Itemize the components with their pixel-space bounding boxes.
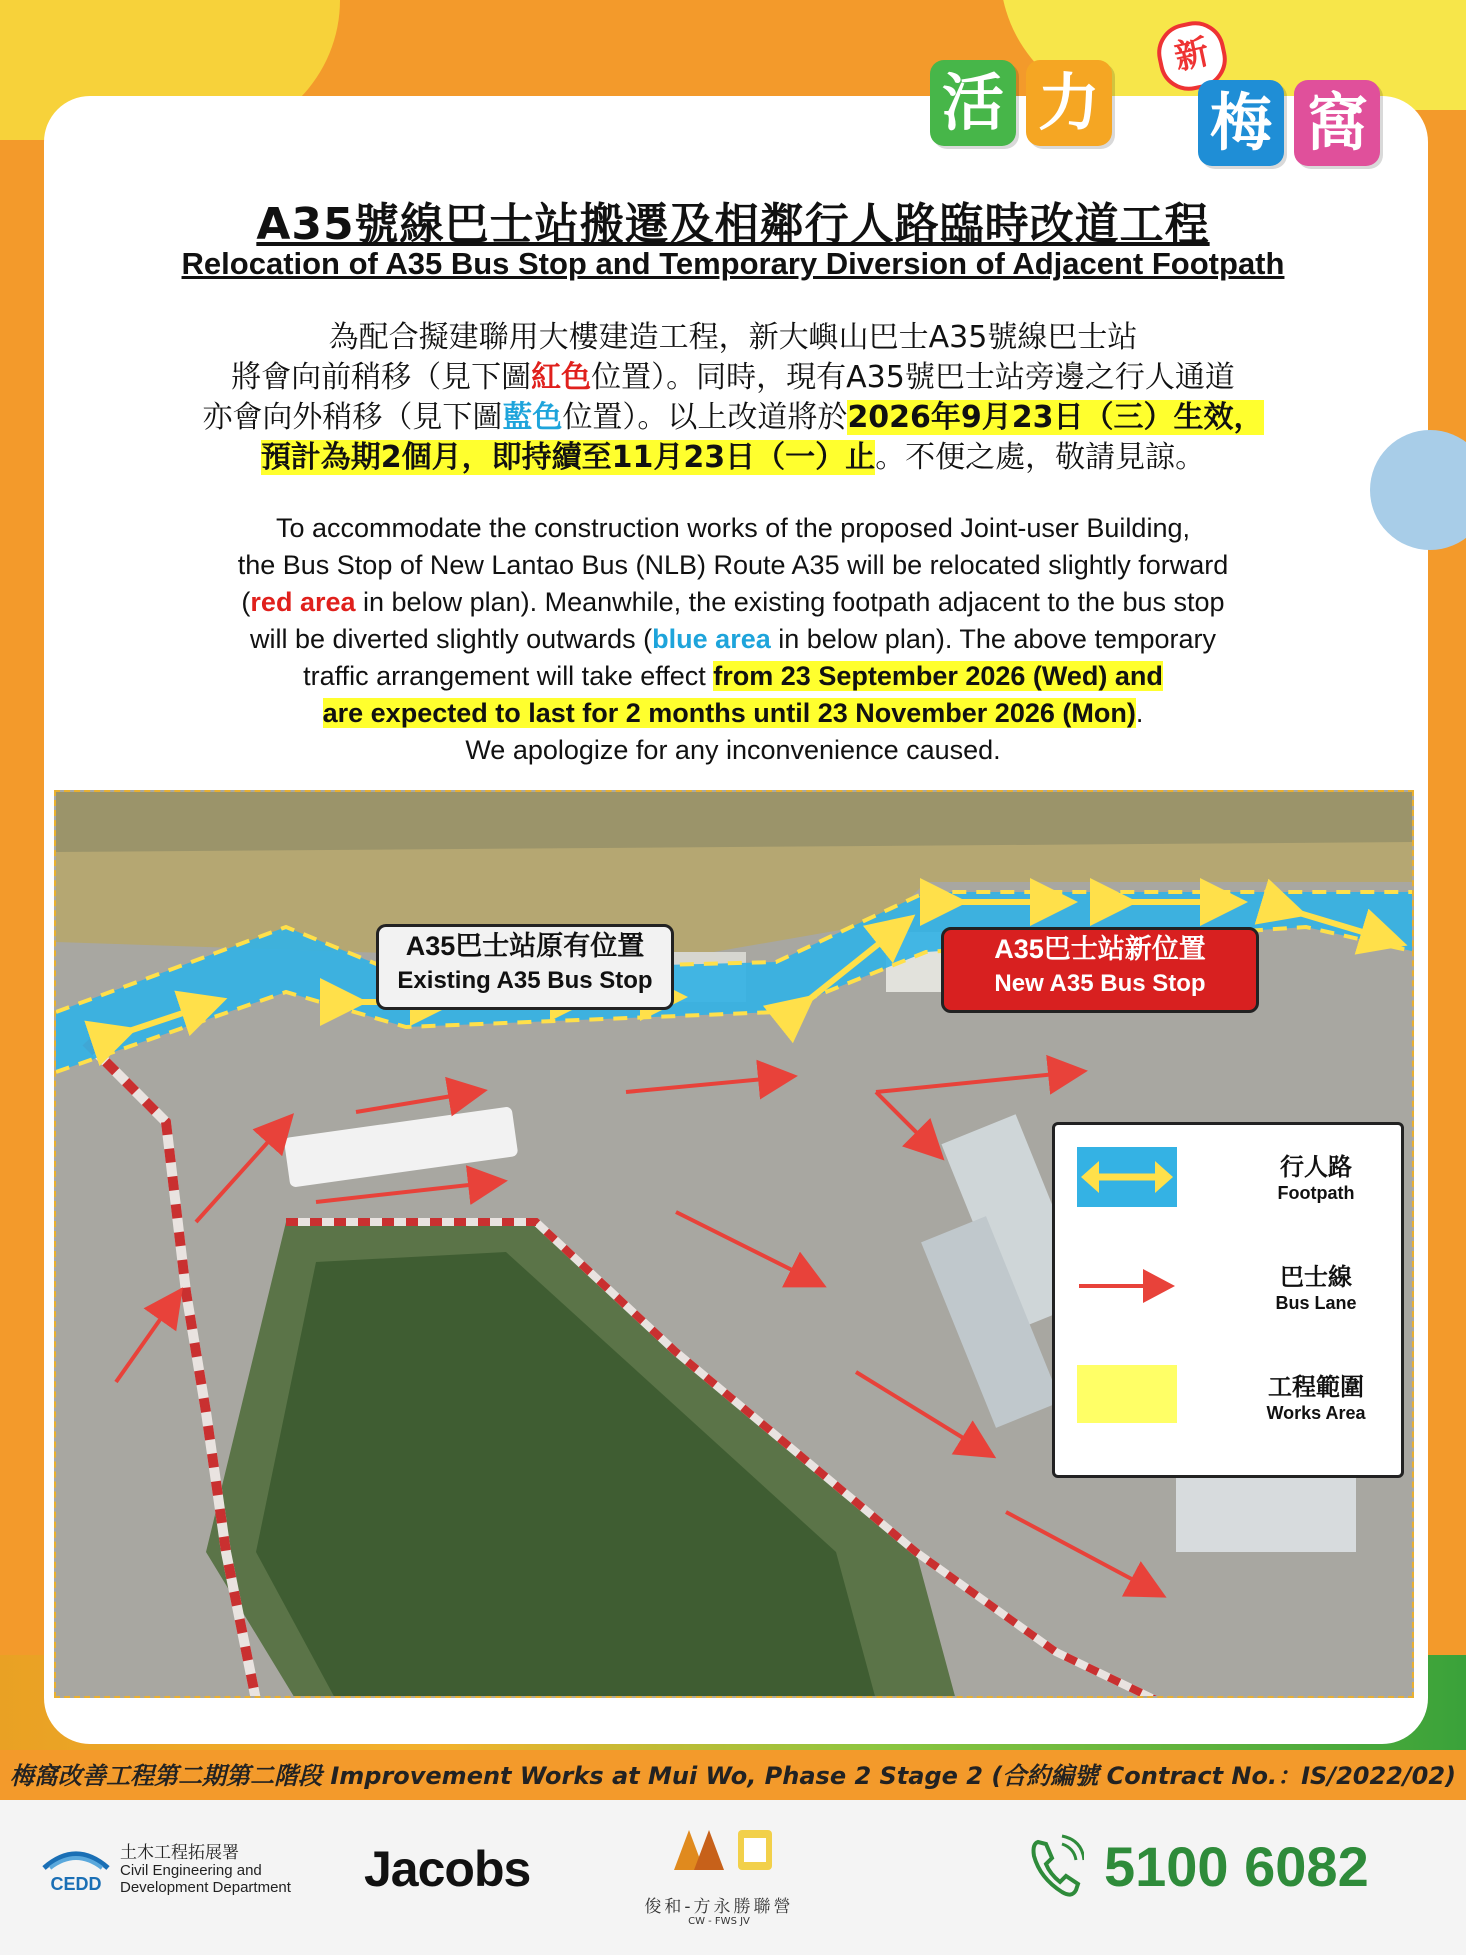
- notice-english: To accommodate the construction works of the proposed Joint-user Building, the Bus Stop of New Lantao Bus (NLB) Route A35 will be relocated slightly forward (red area in below plan). Meanwhile, the existing footpath adjacent to the bus stop will be diverted slightly outwards (blue area in below plan). The above temporary traffic arrangement will take effect from 23 September 2026 (Wed) and are expected to last for 2 months until 23 November 2026 (Mon). We apologize for any inconvenience caused.: [237, 513, 1229, 765]
- legend-footpath: 行人路 Footpath: [1055, 1139, 1401, 1239]
- jacobs-logo: Jacobs: [364, 1841, 531, 1897]
- site-plan-map: [54, 790, 1414, 1698]
- effective-date-zh: 2026年9月23日（三）生效，: [847, 400, 1264, 435]
- vibrant-mui-wo-logo: [930, 20, 1410, 170]
- logo-tile-1: 活: [930, 60, 1016, 146]
- logo-tile-2: 力: [1026, 60, 1112, 146]
- map-legend: [1052, 1122, 1404, 1478]
- existing-bus-stop-label: A35巴士站原有位置 Existing A35 Bus Stop: [376, 924, 674, 1010]
- cedd-name-en: Civil Engineering and Development Department: [120, 1862, 291, 1896]
- title-english: Relocation of A35 Bus Stop and Temporary Diversion of Adjacent Footpath: [181, 246, 1285, 281]
- duration-en: are expected to last for 2 months until 23 November 2026 (Mon): [322, 698, 1136, 728]
- cedd-name-zh: 土木工程拓展署: [120, 1843, 239, 1863]
- cedd-logo-icon: [40, 1838, 112, 1894]
- logo-new-badge: 新: [1152, 16, 1233, 97]
- blue-area-ref: 藍色: [502, 400, 563, 435]
- jv-name-zh: 俊和-方永勝聯營: [644, 1897, 794, 1917]
- blue-area-ref-en: blue area: [652, 624, 771, 654]
- red-area-ref: 紅色: [531, 360, 592, 395]
- new-bus-stop-label: A35巴士站新位置 New A35 Bus Stop: [941, 927, 1259, 1013]
- sponsor-bar: [0, 1800, 1466, 1955]
- project-footer: 梅窩改善工程第二期第二階段 Improvement Works at Mui Wo, Phase 2 Stage 2 (合約編號 Contract No.：IS/2022/02): [9, 1762, 1457, 1790]
- red-area-ref-en: red area: [250, 587, 356, 617]
- duration-zh: 預計為期2個月，即持續至11月23日（一）止: [260, 440, 876, 475]
- logo-tile-4: 窩: [1294, 80, 1380, 166]
- legend-works-area: 工程範圍 Works Area: [1055, 1359, 1401, 1459]
- yellow-box-icon: [1077, 1365, 1177, 1423]
- red-arrow-icon: [1077, 1261, 1177, 1311]
- title-chinese: A35號線巴士站搬遷及相鄰行人路臨時改道工程: [256, 199, 1210, 250]
- cedd-abbr: CEDD: [50, 1874, 102, 1894]
- jv-name-en: CW - FWS JV: [688, 1916, 750, 1927]
- notice-chinese: 為配合擬建聯用大樓建造工程，新大嶼山巴士A35號線巴士站 將會向前稍移（見下圖紅色位置）。同時，現有A35號巴士站旁邊之行人通道 亦會向外稍移（見下圖藍色位置）。以上改道將於2026年9月23日（三）生效， 預計為期2個月，即持續至11月23日（一）止。不便之處，敬請見諒。: [202, 320, 1264, 475]
- double-arrow-icon: [1077, 1147, 1177, 1207]
- legend-bus-lane: 巴士線 Bus Lane: [1055, 1249, 1401, 1349]
- logo-tile-3: 梅: [1198, 80, 1284, 166]
- jv-logo-icon: [664, 1820, 784, 1880]
- phone-icon: [1028, 1834, 1084, 1900]
- hotline-number: 5100 6082: [1104, 1835, 1369, 1898]
- effective-date-en: from 23 September 2026 (Wed) and: [713, 661, 1163, 691]
